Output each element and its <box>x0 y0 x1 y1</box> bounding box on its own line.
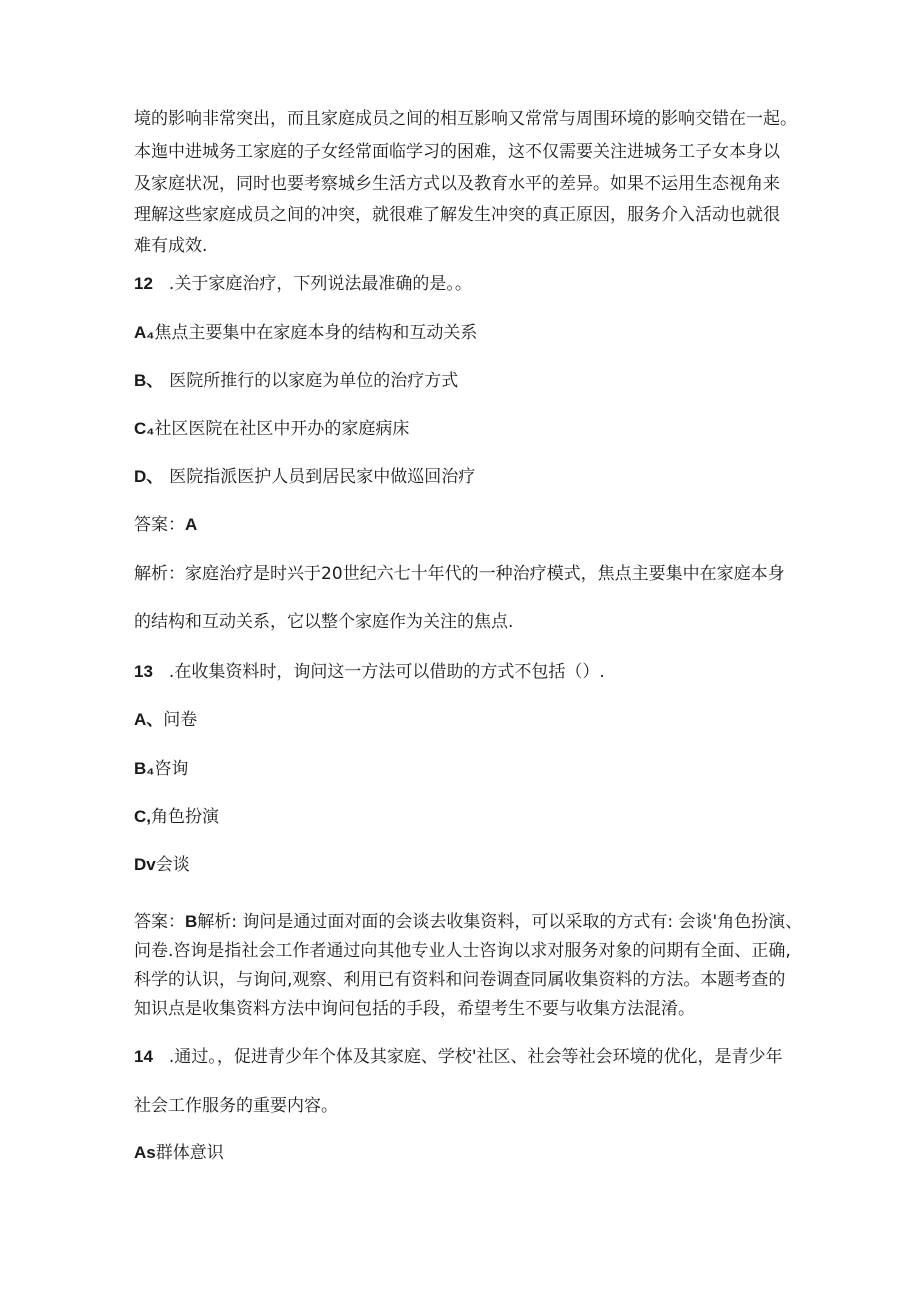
option-d <box>134 465 475 489</box>
answer-value: B <box>185 912 198 931</box>
answer-prefix: 答案： <box>134 912 185 932</box>
analysis-line: 问卷.咨询是指社会工作者通过向其他专业人士咨询以求对服务对象的问期有全面、正确, <box>134 941 791 961</box>
paragraph-line: 理解这些家庭成员之间的冲突，就很难了解发生冲突的真正原因，服务介入活动也就很 <box>134 205 780 225</box>
analysis-line: 知识点是收集资料方法中询问包括的手段，希望考生不要与收集方法混淆。 <box>134 999 695 1019</box>
option-label: C₄ <box>134 419 155 438</box>
option-a <box>134 1141 224 1165</box>
answer-12 <box>134 513 197 537</box>
option-b <box>134 369 458 393</box>
option-label: Dv <box>134 855 156 874</box>
analysis-line: 科学的认识，与询问,观察、利用已有资料和问卷调查同属收集资料的方法。本题考查的 <box>134 970 786 990</box>
analysis-text: 解析: 询问是通过面对面的会谈去收集资料，可以采取的方式有: 会谈'角色扮演、 <box>197 912 803 932</box>
option-c <box>134 805 219 829</box>
question-text: .关于家庭治疗，下列说法最准确的是。。 <box>168 274 472 294</box>
option-c <box>134 417 409 441</box>
paragraph-line: 境的影响非常突出，而且家庭成员之间的相互影响又常常与周围环境的影响交错在一起。 <box>134 109 797 129</box>
option-text: 医院所推行的以家庭为单位的治疗方式 <box>169 371 459 391</box>
question-text: .在收集资料时，询问这一方法可以借助的方式不包括（）. <box>168 662 605 682</box>
option-b <box>134 757 188 781</box>
option-text: 社区医院在社区中开办的家庭病床 <box>154 419 410 439</box>
option-text: 问卷 <box>163 710 198 730</box>
option-text: 会谈 <box>155 855 190 875</box>
question-text-continued: 社会工作服务的重要内容。 <box>134 1096 338 1116</box>
analysis-line: 的结构和互动关系，它以整个家庭作为关注的焦点. <box>134 612 514 632</box>
option-a <box>134 321 477 345</box>
option-a <box>134 708 197 732</box>
option-d <box>134 853 190 877</box>
option-label: A、 <box>134 710 164 729</box>
option-label: D、 <box>134 467 164 486</box>
option-text: 焦点主要集中在家庭本身的结构和互动关系 <box>154 323 478 343</box>
answer-13 <box>134 910 802 934</box>
question-number: 14 <box>134 1047 153 1066</box>
option-label: C, <box>134 807 151 826</box>
paragraph-line: 难有成效. <box>134 236 208 256</box>
paragraph-line: 本迤中进城务工家庭的子女经常面临学习的困难，这不仅需要关注进城务工子女本身以 <box>134 142 780 162</box>
option-label: B₄ <box>134 759 155 778</box>
question-12 <box>134 272 472 296</box>
analysis-line: 解析：家庭治疗是时兴于20世纪六七十年代的一种治疗模式，焦点主要集中在家庭本身 <box>134 564 785 584</box>
option-label: As <box>134 1143 156 1162</box>
option-label: B、 <box>134 371 164 390</box>
answer-value: A <box>185 515 198 534</box>
option-label: A₄ <box>134 323 155 342</box>
question-number: 13 <box>134 662 153 681</box>
option-text: 群体意识 <box>155 1143 224 1163</box>
option-text: 医院指派医护人员到居民家中做巡回治疗 <box>169 467 476 487</box>
option-text: 角色扮演 <box>151 807 219 827</box>
question-text: .通过。，促进青少年个体及其家庭、学校'社区、社会等社会环境的优化，是青少年 <box>168 1047 783 1067</box>
paragraph-line: 及家庭状况，同时也要考察城乡生活方式以及教育水平的差异。如果不运用生态视角来 <box>134 174 780 194</box>
option-text: 咨询 <box>154 759 189 779</box>
answer-prefix: 答案： <box>134 515 185 535</box>
question-13 <box>134 660 605 684</box>
question-number: 12 <box>134 274 153 293</box>
question-14 <box>134 1045 783 1069</box>
